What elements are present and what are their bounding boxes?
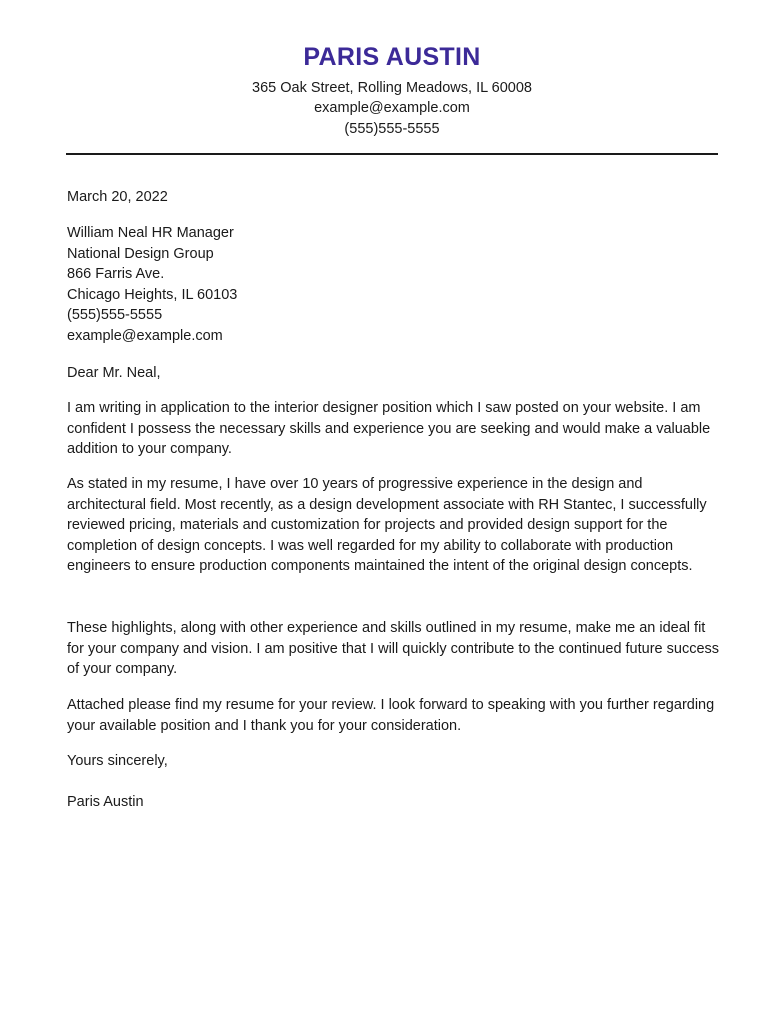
applicant-email: example@example.com (314, 100, 470, 116)
signature-name: Paris Austin (67, 794, 144, 810)
body-paragraph-1: I am writing in application to the interior designer position which I saw posted on your website. I am confident I possess the necessary skills and experience you are seeking and would make a valuable addition to your company. (67, 400, 711, 457)
applicant-name: PARIS AUSTIN (303, 43, 481, 71)
body-paragraph-2: As stated in my resume, I have over 10 years of progressive experience in the design and architectural field. Most recently, as a design development associate with RH Stantec, I successfully reviewed pricing, materials and customization for projects and provided design support for the completion of design concepts. I was well regarded for my ability to collaborate with production engineers to ensure production components maintained the intent of the original design concepts. (67, 476, 707, 574)
header-divider (66, 153, 718, 155)
recipient-name-title: William Neal HR Manager (67, 225, 234, 241)
recipient-street: 866 Farris Ave. (67, 266, 165, 282)
body-paragraph-3: These highlights, along with other experience and skills outlined in my resume, make me an ideal fit for your company and vision. I am positive that I will quickly contribute to the continued future success of your company. (67, 620, 720, 677)
applicant-phone: (555)555-5555 (344, 121, 440, 137)
recipient-phone: (555)555-5555 (67, 307, 163, 323)
recipient-email: example@example.com (67, 327, 223, 344)
body-paragraph-4: Attached please find my resume for your review. I look forward to speaking with you further regarding your available position and I thank you for your consideration. (67, 697, 715, 734)
salutation: Dear Mr. Neal, (67, 365, 161, 381)
letter-date: March 20, 2022 (67, 189, 168, 205)
recipient-company: National Design Group (67, 245, 214, 262)
applicant-address: 365 Oak Street, Rolling Meadows, IL 60008 (252, 80, 532, 96)
closing: Yours sincerely, (67, 753, 168, 769)
recipient-city: Chicago Heights, IL 60103 (67, 286, 238, 303)
